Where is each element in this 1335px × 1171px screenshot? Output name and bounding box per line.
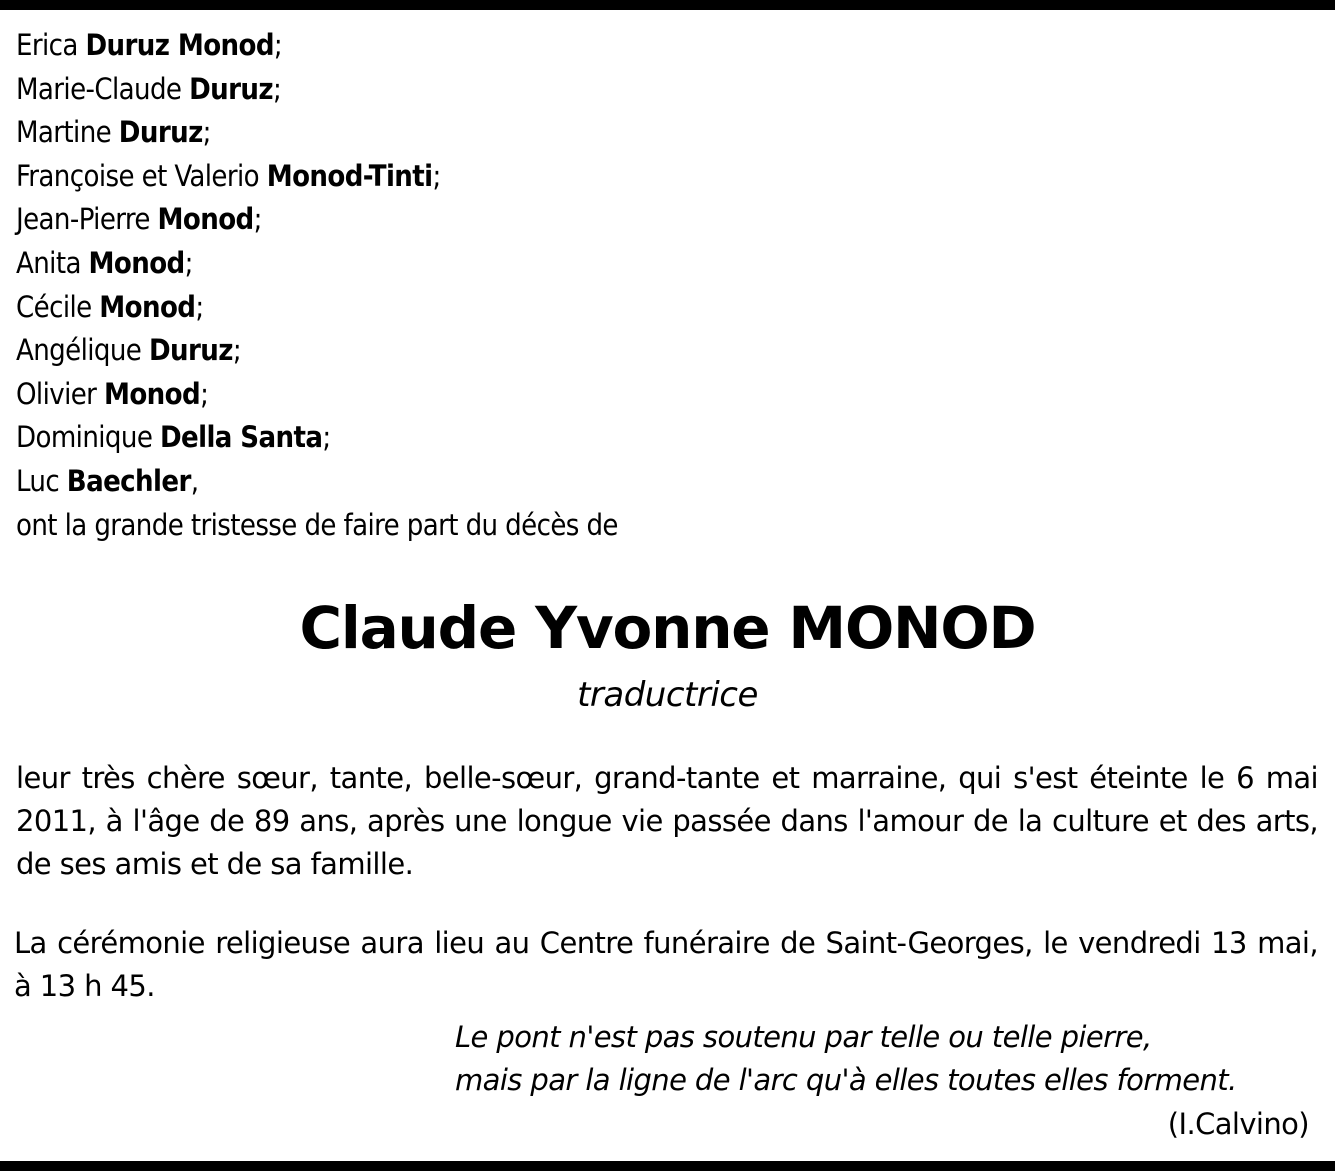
- mourner-first-name: Luc: [16, 463, 67, 498]
- mourner-punctuation: ;: [432, 158, 441, 193]
- mourner-punctuation: ;: [195, 289, 204, 324]
- mourner-last-name: Duruz: [189, 71, 273, 106]
- mourner-punctuation: ;: [272, 71, 282, 106]
- deceased-profession: traductrice: [577, 675, 758, 715]
- mourner-first-name: Erica: [16, 28, 86, 62]
- ceremony-paragraph: La cérémonie religieuse aura lieu au Centre funéraire de Saint-Georges, le vendredi 13 mai, à 13 h 45.: [14, 926, 1318, 1003]
- mourner-line: [16, 198, 1316, 242]
- mourner-line: [16, 155, 1316, 199]
- quote-line: Le pont n'est pas soutenu par telle ou telle pierre,: [455, 1020, 1152, 1054]
- mourner-first-name: Anita: [16, 245, 89, 280]
- quote-attribution: (I.Calvino): [1167, 1107, 1309, 1141]
- mourners-list: [16, 24, 1316, 547]
- mourner-line: [16, 24, 1316, 68]
- mourner-last-name: Duruz: [148, 333, 233, 368]
- mourner-line: [16, 242, 1316, 286]
- quote-line: mais par la ligne de l'arc qu'à elles toutes elles forment.: [455, 1063, 1237, 1097]
- mourner-line: [16, 68, 1316, 112]
- mourner-line: [16, 416, 1316, 460]
- mourner-punctuation: ;: [253, 202, 262, 237]
- mourner-punctuation: ,: [190, 463, 199, 498]
- bottom-border-rule: [0, 1161, 1335, 1171]
- tribute-paragraph: leur très chère sœur, tante, belle-sœur, grand-tante et marraine, qui s'est éteinte le 6 mai 2011, à l'âge de 89 ans, après une longue vie passée dans l'amour de la culture et des arts, de ses amis et de sa famille.: [16, 761, 1318, 881]
- mourner-punctuation: ;: [322, 420, 331, 455]
- mourner-last-name: Monod: [88, 245, 185, 280]
- mourner-line: [16, 460, 1316, 504]
- mourner-line: [16, 373, 1316, 417]
- mourner-last-name: Monod: [99, 289, 196, 324]
- top-border-rule: [0, 0, 1335, 10]
- quote-block: [455, 1016, 1315, 1102]
- mourner-line: [16, 286, 1316, 330]
- mourner-first-name: Françoise et Valerio: [16, 158, 267, 193]
- mourner-last-name: Baechler: [66, 463, 191, 498]
- mourner-first-name: Jean-Pierre: [16, 202, 158, 237]
- mourner-last-name: Duruz: [118, 115, 203, 150]
- announcement-text: ont la grande tristesse de faire part du décès de: [16, 507, 618, 542]
- mourner-first-name: Dominique: [16, 420, 160, 455]
- mourner-last-name: Della Santa: [159, 420, 323, 455]
- mourner-first-name: Angélique: [16, 333, 149, 368]
- mourner-punctuation: ;: [202, 115, 211, 150]
- mourner-punctuation: ;: [273, 28, 283, 62]
- mourner-first-name: Martine: [16, 115, 119, 150]
- deceased-name: Claude Yvonne MONOD: [299, 594, 1036, 662]
- mourner-punctuation: ;: [184, 245, 193, 280]
- mourner-punctuation: ;: [200, 376, 209, 411]
- mourner-first-name: Olivier: [16, 376, 104, 411]
- mourner-last-name: Monod: [103, 376, 201, 411]
- mourner-first-name: Cécile: [16, 289, 100, 324]
- mourner-line: [16, 111, 1316, 155]
- mourner-last-name: Duruz Monod: [85, 28, 274, 62]
- mourner-last-name: Monod-Tinti: [266, 158, 433, 193]
- mourner-last-name: Monod: [157, 202, 254, 237]
- mourner-punctuation: ;: [232, 333, 242, 368]
- mourner-line: [16, 329, 1316, 373]
- mourner-first-name: Marie-Claude: [16, 71, 190, 106]
